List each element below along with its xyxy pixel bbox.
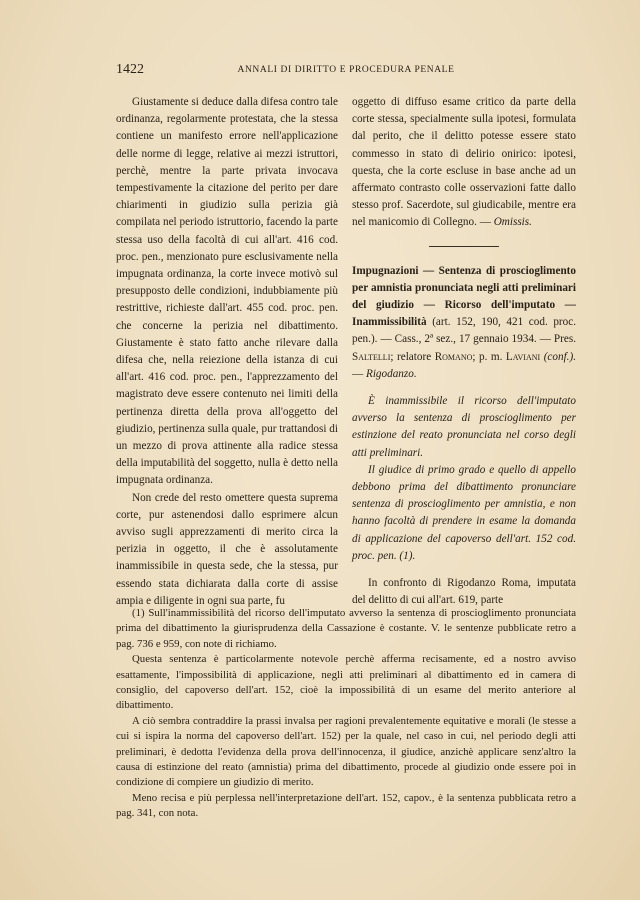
conf-marker: (conf.).: [543, 350, 576, 363]
president-name: Saltelli: [352, 350, 391, 363]
relatore-label: ; relatore: [390, 350, 432, 363]
case-references: (art. 152, 190, 421 cod. proc. pen.). — Cass., 2ª sez., 17 gennaio 1934. — Pres.: [352, 316, 577, 346]
continuation-text: oggetto di diffuso esame critico da parte della corte stessa, specialmente sulla ipotesi, formulata dal perito, che il delitto potesse essere stato commesso in stato di delirio onirico: ipotesi, questa, che la corte escluse in base anche ad un affermato contrasto colle osservazioni fatte dallo stesso prof. Sacerdote, sul giudicabile, mentre era nel manicomio di Collegno. —: [352, 96, 576, 229]
footnotes: [116, 606, 576, 822]
case-heading: [352, 263, 576, 383]
section-divider: [429, 246, 499, 247]
abstract-paragraph: È inammissibile il ricorso dell'imputato avverso la sentenza di proscioglimento per estinzione del reato pronunciata nel corso degli atti preliminari.: [352, 395, 576, 459]
footnote-paragraph: (1) Sull'inammissibilità del ricorso dell'imputato avverso la sentenza di proscioglimento pronunciata prima del dibattimento la giurisprudenza della Cassazione è costante. V. le sentenze pubblicate retro a pag. 736 e 959, con note di richiamo.: [116, 607, 576, 650]
footnote-paragraph: A ciò sembra contraddire la prassi invalsa per ragioni prevalentemente equitative e morali (le stesse a cui si ispira la norma del capoverso dell'art. 152) per la quale, nel caso in cui, nel periodo degli atti preliminari, è dedotta l'evidenza della prova dell'innocenza, il giudice, anzichè applicare senz'altro la causa di estinzione del reato (amnistia) prima del dibattimento, procede al giudizio onde essere poi in condizione di compiere un giudizio di merito.: [116, 714, 576, 789]
continuation-paragraph: [352, 94, 576, 232]
body-paragraph: Non crede del resto omettere questa suprema corte, pur astenendosi dallo esprimere alcun avviso sugli apprezzamenti di merito circa la perizia in oggetto, il che è assolutamente inammissibile in questa sede, che la stessa, pur essendo stata dichiarata dalla corte di assise ampia e diligente in ogni sua parte, fu: [116, 491, 338, 607]
running-title: ANNALI DI DIRITTO E PROCEDURA PENALE: [237, 65, 455, 75]
left-column: [116, 94, 338, 610]
appellant-name: Rigodanzo.: [365, 367, 417, 380]
pm-name: Laviani: [505, 350, 541, 363]
omissis-marker: Omissis.: [493, 216, 532, 229]
body-paragraph: Giustamente si deduce dalla difesa contro tale ordinanza, regolarmente protestata, che la stessa contiene un manifesto errore nell'applicazione delle norme di legge, relative ai mezzi istruttori, perchè, mentre la parte privata invocava tempestivamente la citazione del perito per dare chiarimenti in giudizio sulla perizia già compilata nel periodo istruttorio, facendo la parte stessa uso della facoltà di cui all'art. 416 cod. proc. pen., menzionato pure esclusivamente nella impugnata ordinanza, la corte invece motivò sul presupposto delle condizioni, indubbiamente più restrittive, richieste dall'art. 455 cod. proc. pen. che concerne la perizia nel dibattimento. Giustamente è stato fatto anche rilevare dalla difesa che, nella reiezione della istanza di cui all'art. 416 cod. proc. pen., l'apprezzamento del magistrato deve essere contenuto nei limiti della pertinenza diretta della prova all'oggetto del giudizio, pertinenza sulla quale, pur trattandosi di un mezzo di prova attinente alla radice stessa della imputabilità del soggetto, nulla è detto nella impugnata ordinanza.: [116, 96, 338, 487]
footnote-paragraph: Meno recisa e più perplessa nell'interpretazione dell'art. 152, capov., è la sentenza pubblicata retro a pag. 341, con nota.: [116, 791, 576, 820]
page-number: 1422: [116, 62, 144, 77]
right-column: [352, 94, 576, 609]
heading-dash: —: [352, 367, 364, 380]
footnote-paragraph: Questa sentenza è particolarmente notevole perchè afferma recisamente, ed a nostro avviso esattamente, l'impossibilità di applicazione, negli atti preliminari al dibattimento ed in camera di consiglio, del capoverso dell'art. 152, cioè la impossibilità di un esame del merito anteriore al dibattimento.: [116, 653, 576, 712]
case-abstract: [352, 393, 576, 565]
body-paragraph: In confronto di Rigodanzo Roma, imputata del delitto di cui all'art. 619, parte: [352, 577, 576, 607]
relatore-name: Romano: [434, 350, 473, 363]
abstract-paragraph: Il giudice di primo grado e quello di appello debbono prima del dibattimento pronunciare sentenza di proscioglimento per amnistia, e non hanno facoltà di prendere in esame la domanda di applicazione del capoverso dell'art. 152 cod. proc. pen. (1).: [352, 463, 576, 562]
case-heading-bold: Impugnazioni — Sentenza di proscioglimento per amnistia pronunciata negli atti preliminari del giudizio — Ricorso dell'imputato — Inammissibilità: [352, 264, 576, 329]
pm-label: ; p. m.: [472, 350, 503, 363]
page-header: [116, 62, 576, 80]
